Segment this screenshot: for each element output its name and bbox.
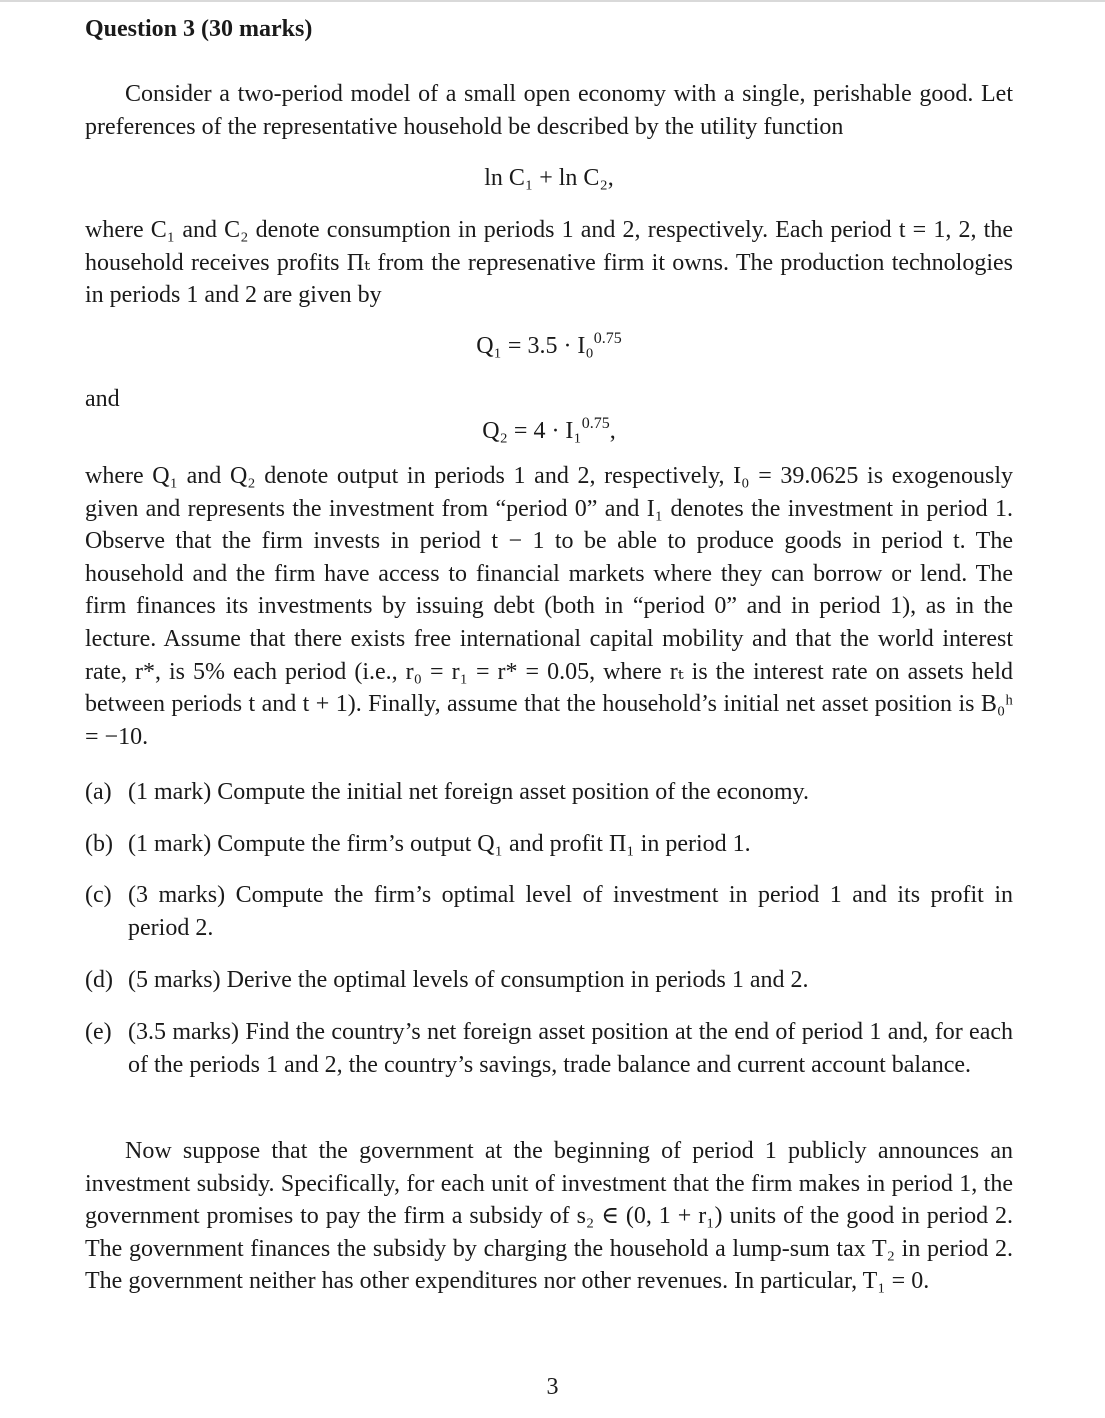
page-number: 3 — [546, 1374, 559, 1400]
part-label: (a) — [85, 779, 112, 805]
production-eq-period1: Q₁ = 3.5 · I₀$^{0.75}$ — [476, 330, 622, 359]
part-text: (1 mark) Compute the initial net foreign asset position of the economy. — [128, 779, 809, 805]
intro-paragraph: Consider a two-period model of a small open economy with a single, perishable good. Let preferences of the representative household be described by the utility function — [85, 81, 1013, 140]
part-text: (5 marks) Derive the optimal levels of consumption in periods 1 and 2. — [128, 967, 809, 993]
subsidy-paragraph: Now suppose that the government at the beginning of period 1 publicly announces an investment subsidy. Specifically, for each unit of investment that the firm makes in period 1, the government promises to pay the firm a subsidy of s₂ ∈ (0, 1 + r₁) units of the good in period 2. The government finances the subsidy by charging the household a lump-sum tax T₂ in period 2. The government neither has other expenditures nor other revenues. In particular, T₁ = 0. — [85, 1138, 1013, 1295]
top-rule — [0, 0, 1105, 2]
question-heading: Question 3 (30 marks) — [85, 16, 313, 42]
part-text: (3 marks) Compute the firm’s optimal level of investment in period 1 and its profit in period 2. — [128, 882, 1013, 941]
part-text: (3.5 marks) Find the country’s net foreign asset position at the end of period 1 and, for each of the periods 1 and 2, the country’s savings, trade balance and current account balance. — [128, 1019, 1013, 1078]
firm-profit-paragraph: where C₁ and C₂ denote consumption in periods 1 and 2, respectively. Each period t = 1, 2, the household receives profits Πₜ from the represenative firm it owns. The production technologies in periods 1 and 2 are given by — [85, 217, 1013, 309]
part-label: (c) — [85, 882, 112, 908]
part-label: (d) — [85, 967, 113, 993]
part-label: (e) — [85, 1019, 112, 1045]
part-text: (1 mark) Compute the firm’s output Q₁ and profit Π₁ in period 1. — [128, 831, 751, 857]
and-connector: and — [85, 386, 120, 412]
utility-equation: ln C₁ + ln C₂, — [484, 165, 614, 191]
production-eq-period2: Q₂ = 4 · I₁$^{0.75}$, — [482, 415, 616, 444]
model-assumptions-paragraph: where Q₁ and Q₂ denote output in periods 1 and 2, respectively, I₀ = 39.0625 is exogenously given and represents the investment from “period 0” and I₁ denotes the investment in period 1. Observe that the firm invests in period t − 1 to be able to produce goods in period t. The household and the firm have access to financial markets where they can borrow or lend. The firm finances its investments by issuing debt (both in “period 0” and in period 1), as in the lecture. Assume that there exists free international capital mobility and that the world interest rate, r*, is 5% each period (i.e., r₀ = r₁ = r* = 0.05, where rₜ is the interest rate on assets held between periods t and t + 1). Finally, assume that the household’s initial net asset position is B₀ʰ = −10. — [85, 463, 1013, 750]
part-label: (b) — [85, 831, 113, 857]
